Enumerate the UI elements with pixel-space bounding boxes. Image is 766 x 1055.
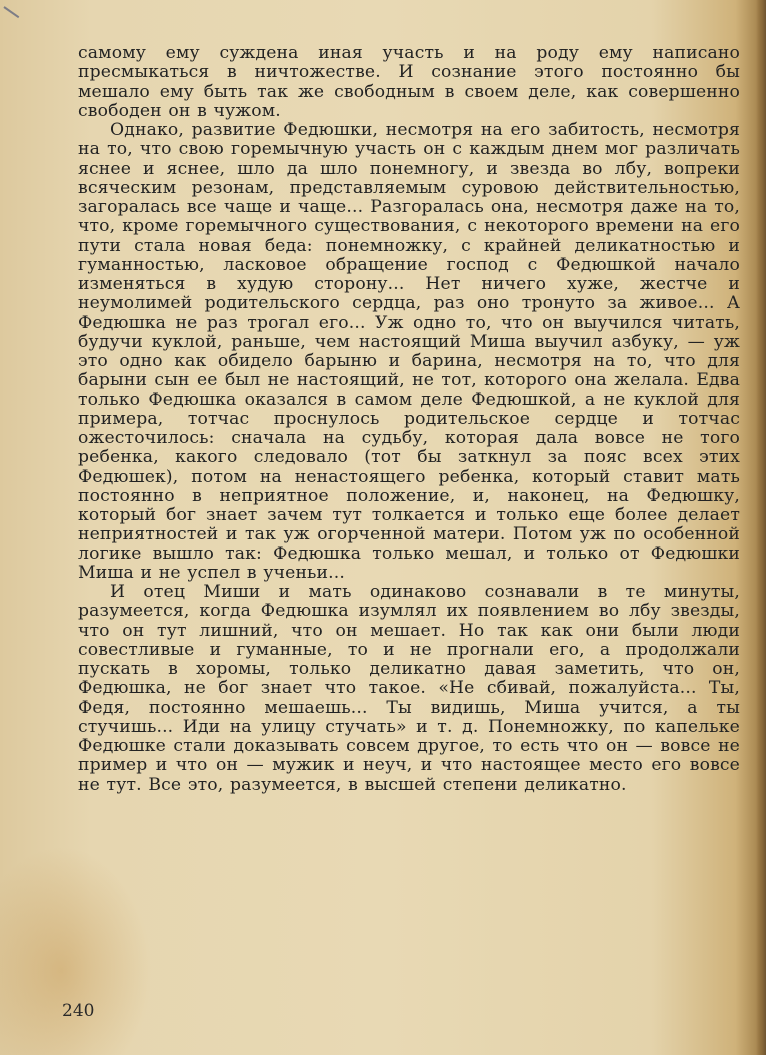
paragraph-2: Однако, развитие Федюшки, несмотря на его забитость, несмотря на то, что свою горемычную участь он с каждым днем мог различать яснее и яснее, шло да шло понемногу, и звезда во лбу, вопреки всяческим резонам, представляемым суровою действительностью, загоралась все чаще и чаще... Разгоралась она, несмотря даже на то, что, кроме горемычного существования, с некоторого времени на его пути стала новая беда: понемножку, с крайней деликатностью и гуманностью, ласковое обращение господ с Федюшкой начало изменяться в худую сторону... Нет ничего хуже, жестче и неумолимей родительского сердца, раз оно тронуто за живое... А Федюшка не раз трогал его... Уж одно то, что он выучился читать, будучи куклой, раньше, чем настоящий Миша выучил азбуку, — уж это одно как обидело барыню и барина, несмотря на то, что для барыни сын ее был не настоящий, не тот, которого она желала. Едва только Федюшка оказался в самом деле Федюшкой, а не куклой для примера, тотчас проснулось родительское сердце и тотчас ожесточилось: сначала на судьбу, которая дала вовсе не того ребенка, какого следовало (тот бы заткнул за пояс всех этих Федюшек), потом на ненастоящего ребенка, который ставит мать постоянно в неприятное положение, и, наконец, на Федюшку, который бог знает зачем тут толкается и только еще более делает неприятностей и так уж огорченной матери. Потом уж по особенной логике вышло так: Федюшка только мешал, и только от Федюшки Миша и не успел в ученьи... xyxy=(78,120,740,583)
page-number: 240 xyxy=(62,1001,95,1021)
book-spine-shadow xyxy=(756,0,766,1055)
corner-mark xyxy=(3,6,19,18)
paragraph-3: И отец Миши и мать одинаково сознавали в те минуты, разумеется, когда Федюшка изумлял их появлением во лбу звезды, что он тут лишний, что он мешает. Но так как они были люди совестливые и гуманные, то и не прогнали его, а продолжали пускать в хоромы, только деликатно давая заметить, что он, Федюшка, не бог знает что такое. «Не сбивай, пожалуйста... Ты, Федя, постоянно мешаешь... Ты видишь, Миша учится, а ты стучишь... Иди на улицу стучать» и т. д. Понемножку, по капельке Федюшке стали доказывать совсем другое, то есть что он — вовсе не пример и что он — мужик и неуч, и что настоящее место его вовсе не тут. Все это, разумеется, в высшей степени деликатно. xyxy=(78,582,740,795)
text-block xyxy=(78,44,740,795)
paragraph-1: самому ему суждена иная участь и на роду ему написано пресмыкаться в ничтожестве. И сознание этого постоянно бы мешало ему быть так же свободным в своем деле, как совершенно свободен он в чужом. xyxy=(78,43,740,121)
